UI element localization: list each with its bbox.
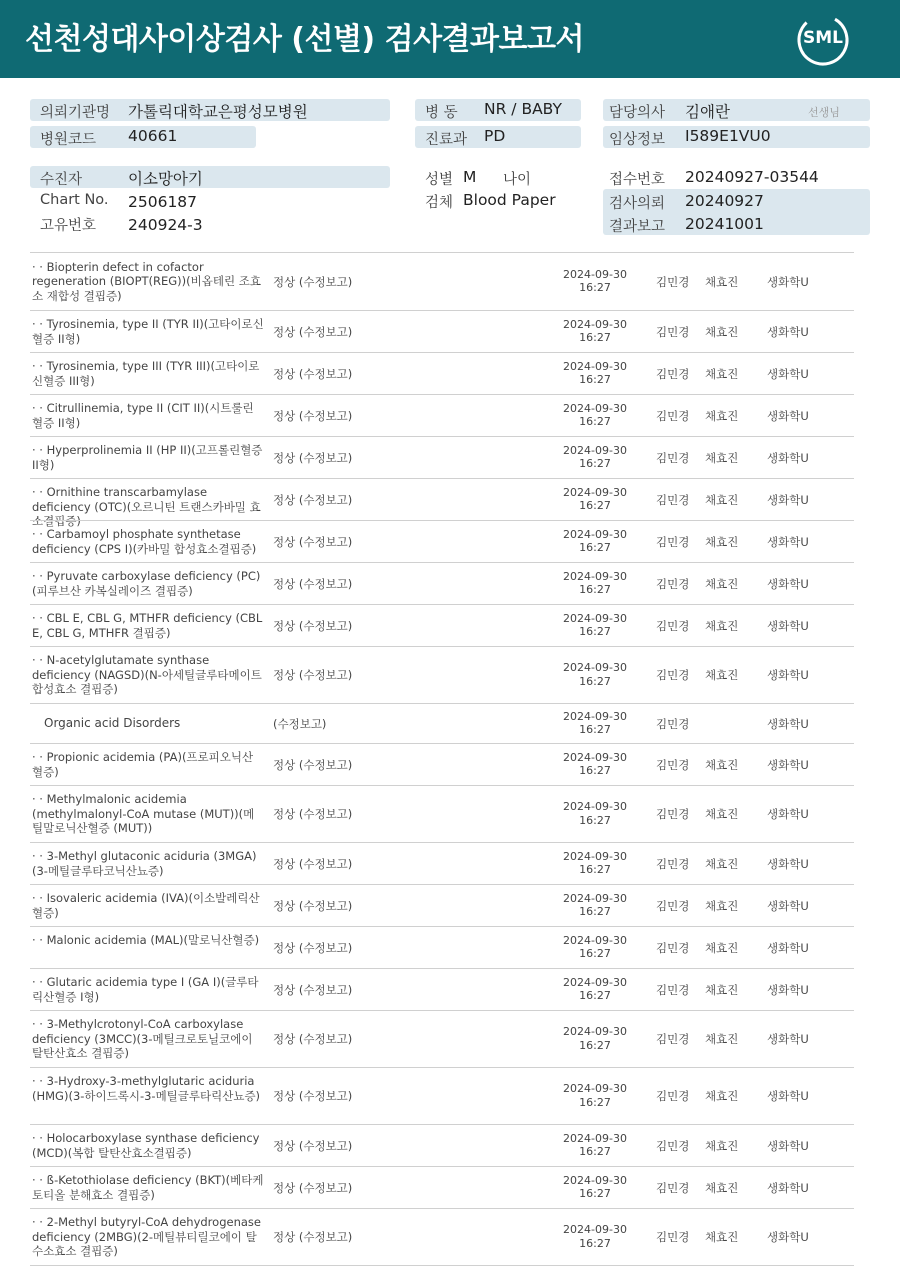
test-result: 정상 (수정보고) <box>273 856 353 871</box>
report-date: 2024-09-30 <box>563 933 627 947</box>
department: 생화학U <box>767 1180 809 1195</box>
table-row <box>30 1166 854 1208</box>
reporter-name: 김민경 <box>656 757 690 772</box>
report-datetime <box>550 318 640 345</box>
table-row <box>30 604 854 646</box>
test-result: 정상 (수정보고) <box>273 492 353 507</box>
department: 생화학U <box>767 1138 809 1153</box>
verifier-name: 채효진 <box>705 1138 739 1153</box>
report-datetime <box>550 268 640 295</box>
department: 생화학U <box>767 618 809 633</box>
verifier-name: 채효진 <box>705 576 739 591</box>
test-result: 정상 (수정보고) <box>273 940 353 955</box>
test-result: (수정보고) <box>273 716 327 731</box>
reporter-name: 김민경 <box>656 492 690 507</box>
test-name: · · Citrullinemia, type II (CIT II)(시트룰린혈증 II형) <box>32 401 254 430</box>
clinical-value: I589E1VU0 <box>685 127 771 145</box>
report-datetime <box>550 1174 640 1201</box>
reporter-name: 김민경 <box>656 1032 690 1046</box>
report-datetime <box>550 710 640 737</box>
verifier-name: 채효진 <box>705 1032 739 1046</box>
reporter-name: 김민경 <box>656 668 690 682</box>
reporter-name: 김민경 <box>656 716 690 731</box>
report-time: 16:27 <box>579 281 611 294</box>
reporter-name: 김민경 <box>656 366 690 381</box>
test-result: 정상 (수정보고) <box>273 366 353 381</box>
report-date: 2024-09-30 <box>563 975 627 989</box>
institution-label: 의뢰기관명 <box>40 105 111 121</box>
verifier-name: 채효진 <box>705 1089 739 1103</box>
report-datetime <box>550 751 640 778</box>
report-date: 2024-09-30 <box>563 891 627 905</box>
verifier-name: 채효진 <box>705 807 739 821</box>
report-date: 2024-09-30 <box>563 527 627 541</box>
test-name: · · 3-Methylcrotonyl-CoA carboxylase deficiency (3MCC)(3-메틸크로토닐코에이 탈탄산효소 결핍증) <box>32 1017 253 1061</box>
test-name: · · Glutaric acidemia type I (GA I)(글루타릭산혈증 I형) <box>32 975 259 1004</box>
test-result: 정상 (수정보고) <box>273 1230 353 1244</box>
verifier-name: 채효진 <box>705 898 739 913</box>
reporter-name: 김민경 <box>656 940 690 955</box>
report-time: 16:27 <box>579 813 611 827</box>
report-time: 16:27 <box>579 863 611 876</box>
department: 생화학U <box>767 408 809 423</box>
report-datetime <box>550 892 640 919</box>
report-title: 선천성대사이상검사 (선별) 검사결과보고서 <box>25 22 584 57</box>
test-name: · · Carbamoyl phosphate synthetase deficiency (CPS I)(카바밀 합성효소결핍증) <box>32 527 257 556</box>
test-result: 정상 (수정보고) <box>273 807 353 821</box>
report-datetime <box>550 402 640 429</box>
doctor-label: 담당의사 <box>609 105 666 121</box>
unique-label: 고유번호 <box>40 218 97 234</box>
ward-label: 병 동 <box>425 105 458 121</box>
report-date: 2024-09-30 <box>563 267 627 281</box>
report-time: 16:27 <box>579 331 611 344</box>
report-date: 2024-09-30 <box>563 800 627 813</box>
report-header <box>0 0 900 78</box>
report-time: 16:27 <box>579 457 611 470</box>
department: 생화학U <box>767 757 809 772</box>
reporter-name: 김민경 <box>656 274 690 289</box>
report-date: 2024-09-30 <box>563 401 627 415</box>
patient-bar <box>30 166 390 188</box>
department: 생화학U <box>767 1089 809 1103</box>
report-datetime <box>550 570 640 597</box>
clinical-label: 임상정보 <box>609 132 666 148</box>
test-result: 정상 (수정보고) <box>273 450 353 465</box>
table-row <box>30 436 854 478</box>
sex-value: M <box>463 168 477 186</box>
test-name: · · CBL E, CBL G, MTHFR deficiency (CBL E, CBL G, MTHFR 결핍증) <box>32 611 263 640</box>
verifier-name: 채효진 <box>705 982 739 997</box>
age-label: 나이 <box>503 172 532 188</box>
specimen-value: Blood Paper <box>463 191 556 209</box>
department: 생화학U <box>767 450 809 465</box>
verifier-name: 채효진 <box>705 492 739 507</box>
department: 생화학U <box>767 576 809 591</box>
report-datetime <box>550 1223 640 1250</box>
request-label: 검사의뢰 <box>609 196 666 212</box>
report-time: 16:27 <box>579 373 611 386</box>
report-date: 2024-09-30 <box>563 359 627 373</box>
chart-value: 2506187 <box>128 193 198 211</box>
test-result: 정상 (수정보고) <box>273 408 353 423</box>
department: 생화학U <box>767 856 809 871</box>
test-name: · · Propionic acidemia (PA)(프로피오닉산혈증) <box>32 750 254 779</box>
verifier-name: 채효진 <box>705 618 739 633</box>
hospital-code-value: 40661 <box>128 127 178 145</box>
test-result: 정상 (수정보고) <box>273 576 353 591</box>
report-date: 2024-09-30 <box>563 1131 627 1145</box>
test-name: · · Holocarboxylase synthase deficiency (MCD)(복합 탈탄산효소결핍증) <box>32 1131 260 1160</box>
test-name: · · 3-Hydroxy-3-methylglutaric aciduria (HMG)(3-하이드록시-3-메틸글루타릭산뇨증) <box>32 1074 261 1103</box>
table-row <box>30 394 854 436</box>
department: 생화학U <box>767 668 809 682</box>
test-name: · · Tyrosinemia, type III (TYR III)(고타이로신혈증 III형) <box>32 359 260 388</box>
table-row <box>30 1067 854 1124</box>
patient-label: 수진자 <box>40 172 83 188</box>
department: 생화학U <box>767 940 809 955</box>
verifier-name: 채효진 <box>705 757 739 772</box>
report-date: 2024-09-30 <box>563 661 627 674</box>
report-label: 결과보고 <box>609 219 666 235</box>
ward-value: NR / BABY <box>484 100 562 118</box>
report-datetime <box>550 1082 640 1109</box>
test-result: 정상 (수정보고) <box>273 324 353 339</box>
test-name: · · Tyrosinemia, type II (TYR II)(고타이로신혈증 II형) <box>32 317 264 346</box>
report-time: 16:27 <box>579 764 611 777</box>
verifier-name: 채효진 <box>705 324 739 339</box>
verifier-name: 채효진 <box>705 534 739 549</box>
sex-label: 성별 <box>425 172 454 188</box>
test-name: · · Methylmalonic acidemia (methylmalonyl-CoA mutase (MUT))(메틸말로닉산혈증 (MUT)) <box>32 792 255 836</box>
reporter-name: 김민경 <box>656 618 690 633</box>
request-value: 20240927 <box>685 192 764 210</box>
verifier-name: 채효진 <box>705 274 739 289</box>
report-datetime <box>550 486 640 513</box>
report-time: 16:27 <box>579 583 611 596</box>
report-time: 16:27 <box>579 1145 611 1158</box>
report-date: 2024-09-30 <box>563 569 627 583</box>
test-result: 정상 (수정보고) <box>273 1032 353 1046</box>
test-name: Organic acid Disorders <box>44 716 181 731</box>
department: 생화학U <box>767 324 809 339</box>
report-time: 16:27 <box>579 674 611 688</box>
report-date: 2024-09-30 <box>563 1082 627 1095</box>
reporter-name: 김민경 <box>656 898 690 913</box>
test-result: 정상 (수정보고) <box>273 898 353 913</box>
report-time: 16:27 <box>579 1038 611 1052</box>
reporter-name: 김민경 <box>656 856 690 871</box>
department: 생화학U <box>767 898 809 913</box>
test-name: · · Pyruvate carboxylase deficiency (PC)(피루브산 카복실레이즈 결핍증) <box>32 569 261 598</box>
report-time: 16:27 <box>579 1095 611 1109</box>
report-date: 2024-09-30 <box>563 317 627 331</box>
test-name: · · 2-Methyl butyryl-CoA dehydrogenase deficiency (2MBG)(2-메틸뷰티릴코에이 탈수소효소 결핍증) <box>32 1215 261 1259</box>
test-result: 정상 (수정보고) <box>273 668 353 682</box>
report-datetime <box>550 976 640 1003</box>
department: 생화학U <box>767 366 809 381</box>
table-row <box>30 1124 854 1166</box>
dept-label: 진료과 <box>425 132 468 148</box>
verifier-name: 채효진 <box>705 1230 739 1244</box>
test-result: 정상 (수정보고) <box>273 618 353 633</box>
department: 생화학U <box>767 1032 809 1046</box>
report-date: 2024-09-30 <box>563 709 627 723</box>
reporter-name: 김민경 <box>656 1180 690 1195</box>
report-datetime <box>550 661 640 688</box>
table-row <box>30 743 854 785</box>
verifier-name: 채효진 <box>705 856 739 871</box>
table-row <box>30 352 854 394</box>
table-row <box>30 968 854 1010</box>
department: 생화학U <box>767 492 809 507</box>
department: 생화학U <box>767 274 809 289</box>
report-time: 16:27 <box>579 1236 611 1250</box>
doctor-value: 김애란 <box>685 103 730 121</box>
reporter-name: 김민경 <box>656 1230 690 1244</box>
report-time: 16:27 <box>579 947 611 960</box>
test-result: 정상 (수정보고) <box>273 1180 353 1195</box>
doctor-suffix: 선생님 <box>808 106 840 119</box>
test-name: · · Biopterin defect in cofactor regeneration (BIOPT(REG))(비옵테린 조효소 재합성 결핍증) <box>32 259 261 303</box>
reporter-name: 김민경 <box>656 324 690 339</box>
test-result: 정상 (수정보고) <box>273 982 353 997</box>
report-time: 16:27 <box>579 989 611 1002</box>
report-datetime <box>550 444 640 471</box>
unique-value: 240924-3 <box>128 216 203 234</box>
table-row <box>30 884 854 926</box>
report-time: 16:27 <box>579 1187 611 1200</box>
result-table <box>30 252 854 1266</box>
report-time: 16:27 <box>579 415 611 428</box>
receipt-value: 20240927-03544 <box>685 168 819 186</box>
reporter-name: 김민경 <box>656 1138 690 1153</box>
report-date: 2024-09-30 <box>563 611 627 625</box>
verifier-name: 채효진 <box>705 668 739 682</box>
report-time: 16:27 <box>579 541 611 554</box>
report-date: 2024-09-30 <box>563 750 627 764</box>
reporter-name: 김민경 <box>656 1089 690 1103</box>
report-datetime <box>550 1025 640 1052</box>
report-datetime <box>550 1132 640 1159</box>
report-datetime <box>550 360 640 387</box>
report-datetime <box>550 934 640 961</box>
table-row <box>30 562 854 604</box>
department: 생화학U <box>767 534 809 549</box>
report-datetime <box>550 528 640 555</box>
test-name: · · Isovaleric acidemia (IVA)(이소발레릭산혈증) <box>32 891 260 920</box>
verifier-name: 채효진 <box>705 1180 739 1195</box>
test-name: · · N-acetylglutamate synthase deficiency (NAGSD)(N-아세틸글루타메이트 합성효소 결핍증) <box>32 653 262 697</box>
logo-text: SML <box>803 28 843 48</box>
test-result: 정상 (수정보고) <box>273 534 353 549</box>
test-result: 정상 (수정보고) <box>273 757 353 772</box>
table-row <box>30 703 854 743</box>
department: 생화학U <box>767 1230 809 1244</box>
reporter-name: 김민경 <box>656 982 690 997</box>
report-date: 2024-09-30 <box>563 485 627 499</box>
report-datetime <box>550 800 640 827</box>
reporter-name: 김민경 <box>656 534 690 549</box>
test-name: · · ß-Ketothiolase deficiency (BKT)(베타케토티올 분해효소 결핍증) <box>32 1173 264 1202</box>
verifier-name: 채효진 <box>705 408 739 423</box>
report-time: 16:27 <box>579 625 611 638</box>
reporter-name: 김민경 <box>656 576 690 591</box>
report-date: 2024-09-30 <box>563 849 627 863</box>
department: 생화학U <box>767 982 809 997</box>
report-date: 2024-09-30 <box>563 1223 627 1236</box>
receipt-label: 접수번호 <box>609 172 666 188</box>
table-row <box>30 926 854 968</box>
table-row <box>30 520 854 562</box>
test-name: · · Ornithine transcarbamylase deficiency (OTC)(오르니틴 트랜스카바밀 효소결핍증) <box>32 485 261 528</box>
report-date: 2024-09-30 <box>563 1173 627 1187</box>
test-result: 정상 (수정보고) <box>273 1089 353 1103</box>
report-datetime <box>550 612 640 639</box>
verifier-name: 채효진 <box>705 366 739 381</box>
institution-value: 가톨릭대학교은평성모병원 <box>128 103 308 121</box>
specimen-label: 검체 <box>425 195 454 211</box>
reporter-name: 김민경 <box>656 807 690 821</box>
table-row <box>30 1010 854 1067</box>
table-row <box>30 252 854 310</box>
report-time: 16:27 <box>579 499 611 512</box>
reporter-name: 김민경 <box>656 450 690 465</box>
patient-value: 이소망아기 <box>128 170 203 188</box>
hospital-code-label: 병원코드 <box>40 132 97 148</box>
test-name: · · 3-Methyl glutaconic aciduria (3MGA)(3-메틸글루타코닉산뇨증) <box>32 849 257 878</box>
table-row <box>30 310 854 352</box>
reporter-name: 김민경 <box>656 408 690 423</box>
table-row <box>30 478 854 528</box>
verifier-name: 채효진 <box>705 940 739 955</box>
department: 생화학U <box>767 807 809 821</box>
test-result: 정상 (수정보고) <box>273 1138 353 1153</box>
test-result: 정상 (수정보고) <box>273 274 353 289</box>
report-time: 16:27 <box>579 723 611 736</box>
report-value: 20241001 <box>685 215 764 233</box>
department: 생화학U <box>767 716 809 731</box>
table-row <box>30 785 854 842</box>
table-row <box>30 842 854 884</box>
chart-label: Chart No. <box>40 192 109 208</box>
table-row <box>30 646 854 703</box>
report-time: 16:27 <box>579 905 611 918</box>
verifier-name: 채효진 <box>705 450 739 465</box>
test-name: · · Malonic acidemia (MAL)(말로닉산혈증) <box>32 933 260 947</box>
report-date: 2024-09-30 <box>563 1025 627 1038</box>
test-name: · · Hyperprolinemia II (HP II)(고프롤린혈증 II형) <box>32 443 263 472</box>
table-row <box>30 1208 854 1266</box>
report-date: 2024-09-30 <box>563 443 627 457</box>
sml-logo <box>795 12 851 68</box>
report-datetime <box>550 850 640 877</box>
dept-value: PD <box>484 127 506 145</box>
